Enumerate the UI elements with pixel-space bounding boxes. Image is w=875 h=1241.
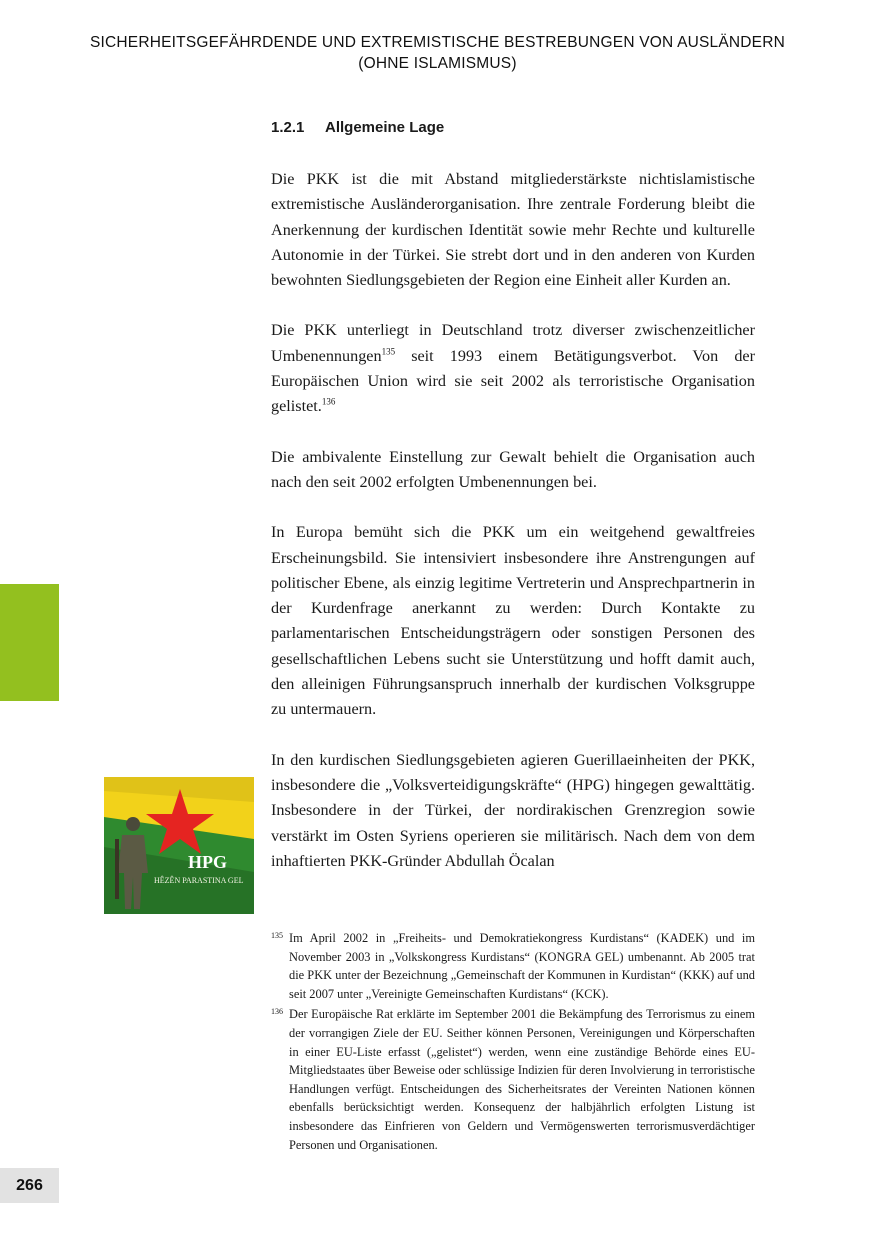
paragraph-5: In den kurdischen Siedlungsgebieten agieren Guerillaeinheiten der PKK, insbesondere die „Volksverteidigungskräfte“ (HPG) hingegen gewalttätig. Insbesondere in der Türkei, der nordirakischen Grenzregion sowie verstärkt im Osten Syriens operieren sie militärisch. Nach dem von dem inhaftierten PKK-Gründer Abdullah Öcalan: [271, 750, 755, 870]
chapter-color-tab: [0, 584, 59, 701]
paragraph-4: In Europa bemüht sich die PKK um ein weitgehend gewaltfreies Erscheinungsbild. Sie intensiviert insbesondere ihre Anstrengungen auf politischer Ebene, als einzig legitime Vertreterin und Ansprechpartnerin in der Kurdenfrage anerkannt zu werden: Durch Kontakte zu parlamentarischen Entscheidungsträgern oder sonstigen Personen des gesellschaftlichen Lebens sucht sie Unterstützung und hofft damit auch, den alleinigen Führungsanspruch innerhalb der kurdischen Volksgruppe zu untermauern.: [271, 523, 755, 719]
hpg-flag-image: [104, 777, 254, 914]
footnote-135: [271, 929, 755, 1003]
section-heading: [271, 117, 755, 139]
section-number: 1.2.1: [271, 119, 305, 136]
hpg-flag-graphic: [104, 777, 254, 914]
running-header: [0, 32, 875, 74]
paragraph-2-part-2: seit 1993 einem Betätigungsverbot. Von der Europäischen Union wird sie seit 2002 als terroristische Organisation gelistet.: [271, 346, 755, 416]
running-header-line-1: SICHERHEITSGEFÄHRDENDE UND EXTREMISTISCHE BESTREBUNGEN VON AUSLÄNDERN: [89, 34, 786, 51]
page-number: 266: [0, 1168, 59, 1203]
paragraph-2-part-1: Die PKK unterliegt in Deutschland trotz diverser zwischenzeitlicher Umbenennungen: [271, 321, 755, 365]
paragraph-1: Die PKK ist die mit Abstand mitgliederstärkste nichtislamistische extremistische Ausländerorganisation. Ihre zentrale Forderung bleibt die Anerkennung der kurdischen Identität sowie mehr Rechte und kulturelle Autonomie in der Türkei. Sie strebt dort und in den anderen von Kurden bewohnten Siedlungsgebieten der Region eine Einheit aller Kurden an.: [271, 170, 755, 290]
paragraph-2: [271, 318, 755, 419]
section-title: Allgemeine Lage: [325, 119, 445, 136]
running-header-line-2: (OHNE ISLAMISMUS): [358, 55, 517, 72]
paragraph-3: Die ambivalente Einstellung zur Gewalt behielt die Organisation auch nach den seit 2002 erfolgten Umbenennungen bei.: [271, 447, 755, 491]
footnote-136: [271, 1005, 755, 1154]
main-text: [271, 117, 755, 899]
footnote-mark-136: 136: [271, 1007, 283, 1017]
footnote-ref-135[interactable]: 135: [381, 346, 396, 357]
flag-label-hpg: HPG: [188, 852, 227, 872]
footnotes: [271, 929, 755, 1156]
flag-sublabel: HÊZÊN PARASTINA GEL: [154, 876, 244, 885]
footnote-mark-135: 135: [271, 931, 283, 940]
footnote-ref-136[interactable]: 136: [321, 396, 336, 407]
footnote-text-135: Im April 2002 in „Freiheits- und Demokratiekongress Kurdistans“ (KADEK) und im November 2003 in „Volkskongress Kurdistans“ (KONGRA GEL) umbenannt. Ab 2005 trat die PKK unter der Bezeichnung „Gemeinschaft der Kommunen in Kurdistan“ (KKK) auf und seit 2007 unter „Vereinigte Gemeinschaften Kurdistans“ (KCK).: [289, 931, 755, 1001]
footnote-text-136: Der Europäische Rat erklärte im September 2001 die Bekämpfung des Terrorismus zu einem der vorrangigen Ziele der EU. Seither können Personen, Vereinigungen und Körperschaften in einer EU-Liste erfasst („gelistet“) werden, wenn eine zuständige Behörde eines EU-Mitgliedstaates über Beweise oder schlüssige Indizien für deren Involvierung in terroristische Handlungen verfügt. Entscheidungen des Sicherheitsrates der Vereinten Nationen können ebenfalls berücksichtigt werden. Konsequenz der halbjährlich erfolgten Listung ist insbesondere das Einfrieren von Geldern und Vermögenswerten terrorismusverdächtiger Personen und Organisationen.: [289, 1007, 755, 1152]
